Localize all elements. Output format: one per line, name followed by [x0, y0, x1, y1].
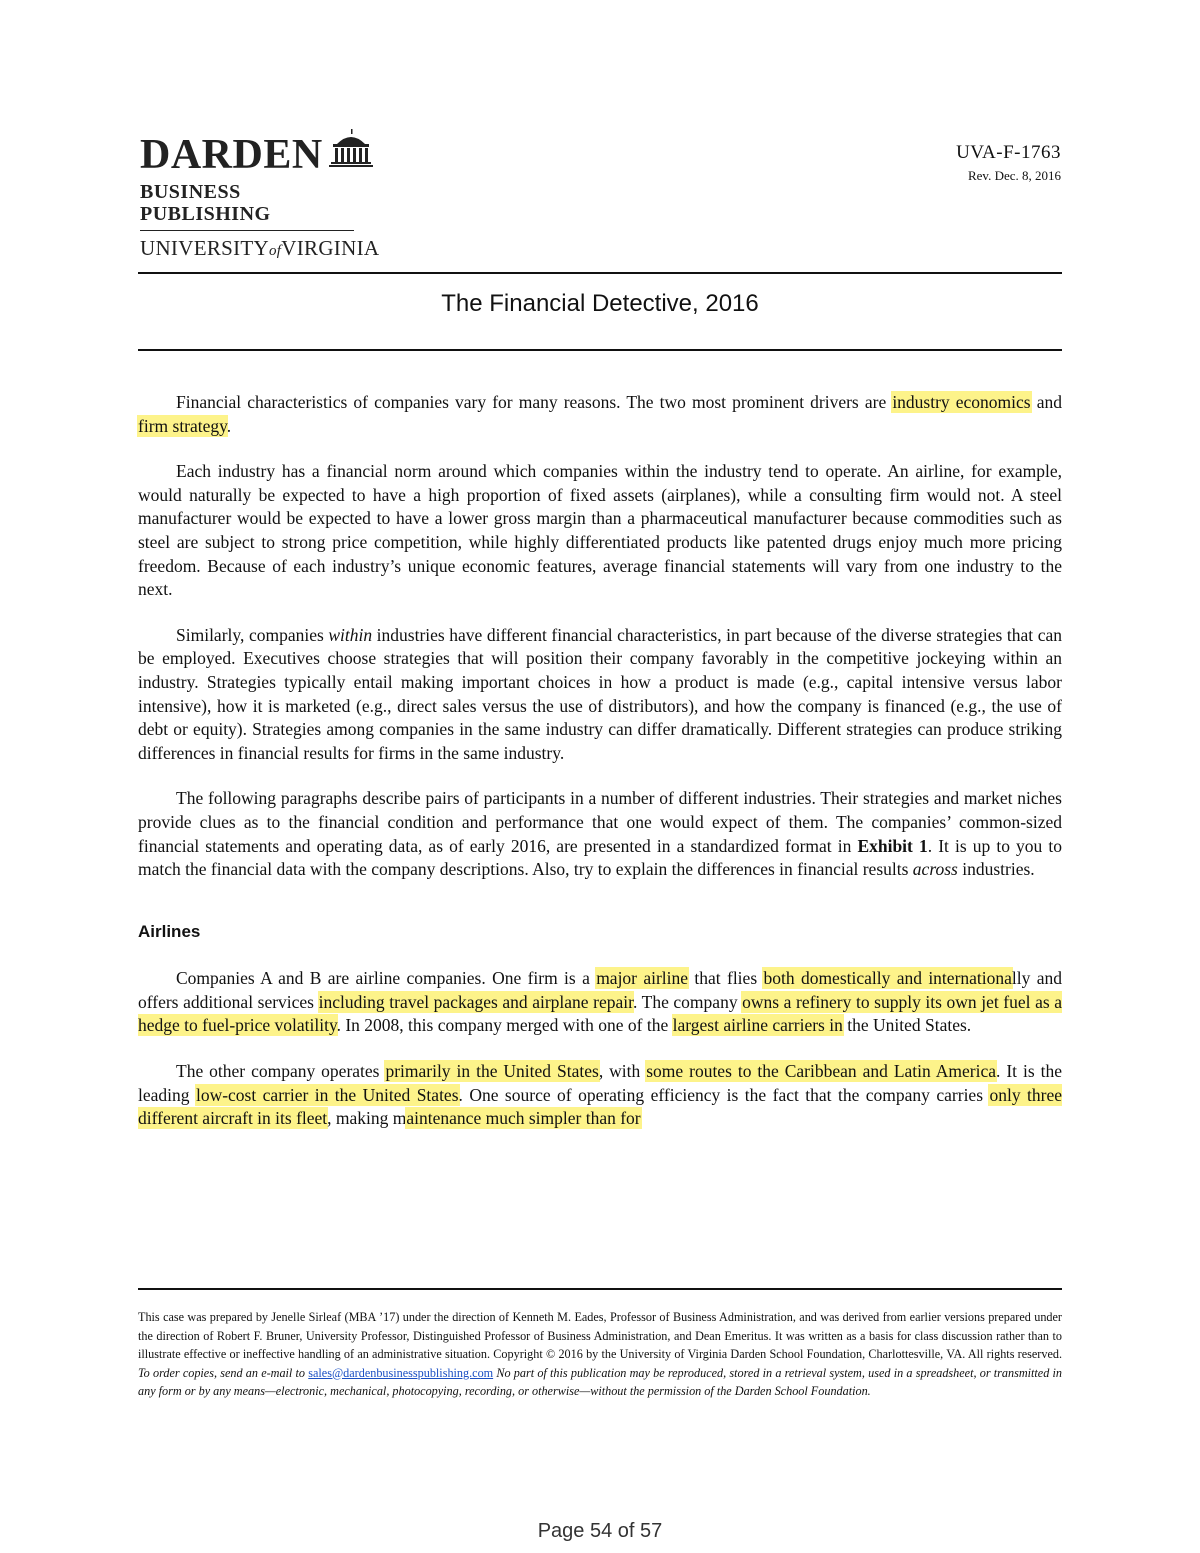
section-heading-airlines: Airlines: [138, 921, 201, 941]
highlight: low-cost carrier in the United States: [195, 1084, 459, 1105]
page-number: Page 54 of 57: [537, 1520, 663, 1542]
exhibit-reference: Exhibit 1: [857, 835, 928, 856]
rotunda-icon: [329, 128, 373, 175]
highlight: firm strategy: [138, 415, 227, 436]
page-title: The Financial Detective, 2016: [441, 290, 759, 317]
footnote-rule: [138, 1288, 1062, 1290]
sales-email-link[interactable]: sales@dardenbusinesspublishing.com: [308, 1365, 494, 1380]
title-top-rule: [138, 272, 1062, 274]
paragraph-airline-a: Companies A and B are airline companies. One firm is a major airline that flies both domestically and internationally and offers additional services including travel packages and airplane repair. The company owns a refinery to supply its own jet fuel as a hedge to fuel-price volatility. In 2008, this company merged with one of the largest airline carriers in the United States.: [138, 968, 1062, 1036]
title-bottom-rule: [138, 349, 1062, 351]
darden-logo: [140, 128, 380, 261]
main-body: [138, 391, 1062, 1153]
logo-darden-text: DARDEN: [140, 132, 323, 178]
copyright-footnote: This case was prepared by Jenelle Sirleaf (MBA ’17) under the direction of Kenneth M. Eades, Professor of Business Administration, and was derived from earlier versions prepared under the direction of Robert F. Bruner, University Professor, Distinguished Professor of Business Administration, and Dean Emeritus. It was written as a basis for class discussion rather than to illustrate effective or ineffective handling of an administrative situation. Copyright © 2016 by the University of Virginia Darden School Foundation, Charlottesville, VA. All rights reserved. To order copies, send an e-mail to sales@dardenbusinesspublishing.com No part of this publication may be reproduced, stored in a retrieval system, used in a spreadsheet, or transmitted in any form or by any means—electronic, mechanical, photocopying, recording, or otherwise—without the permission of the Darden School Foundation.: [138, 1310, 1063, 1398]
highlight: including travel packages and airplane repair: [318, 991, 633, 1012]
document-id-block: [956, 142, 1061, 184]
highlight: only three different aircraft in its fleet: [138, 1084, 1062, 1129]
highlight: owns a refinery to supply its own jet fuel as a hedge to fuel-price volatility: [138, 991, 1062, 1036]
highlight: some routes to the Caribbean and Latin America: [646, 1061, 996, 1082]
paragraph-strategy: Similarly, companies within industries have different financial characteristics, in part because of the diverse strategies that can be employed. Executives choose strategies that will position their company favorably in the competitive jockeying within an industry. Strategies typically entail making important choices in how a product is made (e.g., capital intensive versus labor intensive), how it is marketed (e.g., direct sales versus the use of distributors), and how the company is financed (e.g., the use of debt or equity). Strategies among companies in the same industry can differ dramatically. Different strategies can produce striking differences in financial results for firms in the same industry.: [138, 624, 1062, 763]
highlight: aintenance much simpler than for: [406, 1108, 641, 1129]
highlight: industry economics: [892, 392, 1031, 412]
highlight: largest airline carriers in: [672, 1015, 843, 1036]
paragraph-airline-b: The other company operates primarily in the United States, with some routes to the Caribbean and Latin America. It is the leading low-cost carrier in the United States. One source of operating efficiency is the fact that the company carries only three different aircraft in its fleet, making maintenance much simpler than for: [138, 1061, 1062, 1129]
document-code: UVA-F-1763: [956, 142, 1061, 163]
paragraph-intro: Financial characteristics of companies vary for many reasons. The two most prominent drivers are industry economics and firm strategy.: [138, 392, 1062, 436]
paragraph-industry: Each industry has a financial norm around which companies within the industry tend to operate. An airline, for example, would naturally be expected to have a high proportion of fixed assets (airplanes), while a consulting firm would not. A steel manufacturer would be expected to have a lower gross margin than a pharmaceutical manufacturer because commodities such as steel are subject to strong price competition, while highly differentiated products like patented drugs enjoy much more pricing freedom. Because of each industry’s unique economic features, average financial statements will vary from one industry to the next.: [138, 461, 1062, 600]
logo-divider: [140, 230, 354, 231]
logo-business-publishing: BUSINESS PUBLISHING: [140, 181, 271, 225]
logo-university: UNIVERSITYofVIRGINIA: [140, 236, 380, 260]
highlight: both domestically and internationa: [763, 968, 1012, 989]
highlight: primarily in the United States: [385, 1061, 599, 1082]
revision-date: Rev. Dec. 8, 2016: [967, 168, 1061, 183]
highlight: major airline: [596, 968, 689, 989]
paragraph-exhibit: The following paragraphs describe pairs of participants in a number of different industries. Their strategies and market niches provide clues as to the financial condition and performance that one would expect of them. The companies’ common-sized financial statements and operating data, as of early 2016, are presented in a standardized format in Exhibit 1. It is up to you to match the financial data with the company descriptions. Also, try to explain the differences in financial results across industries.: [138, 788, 1063, 880]
